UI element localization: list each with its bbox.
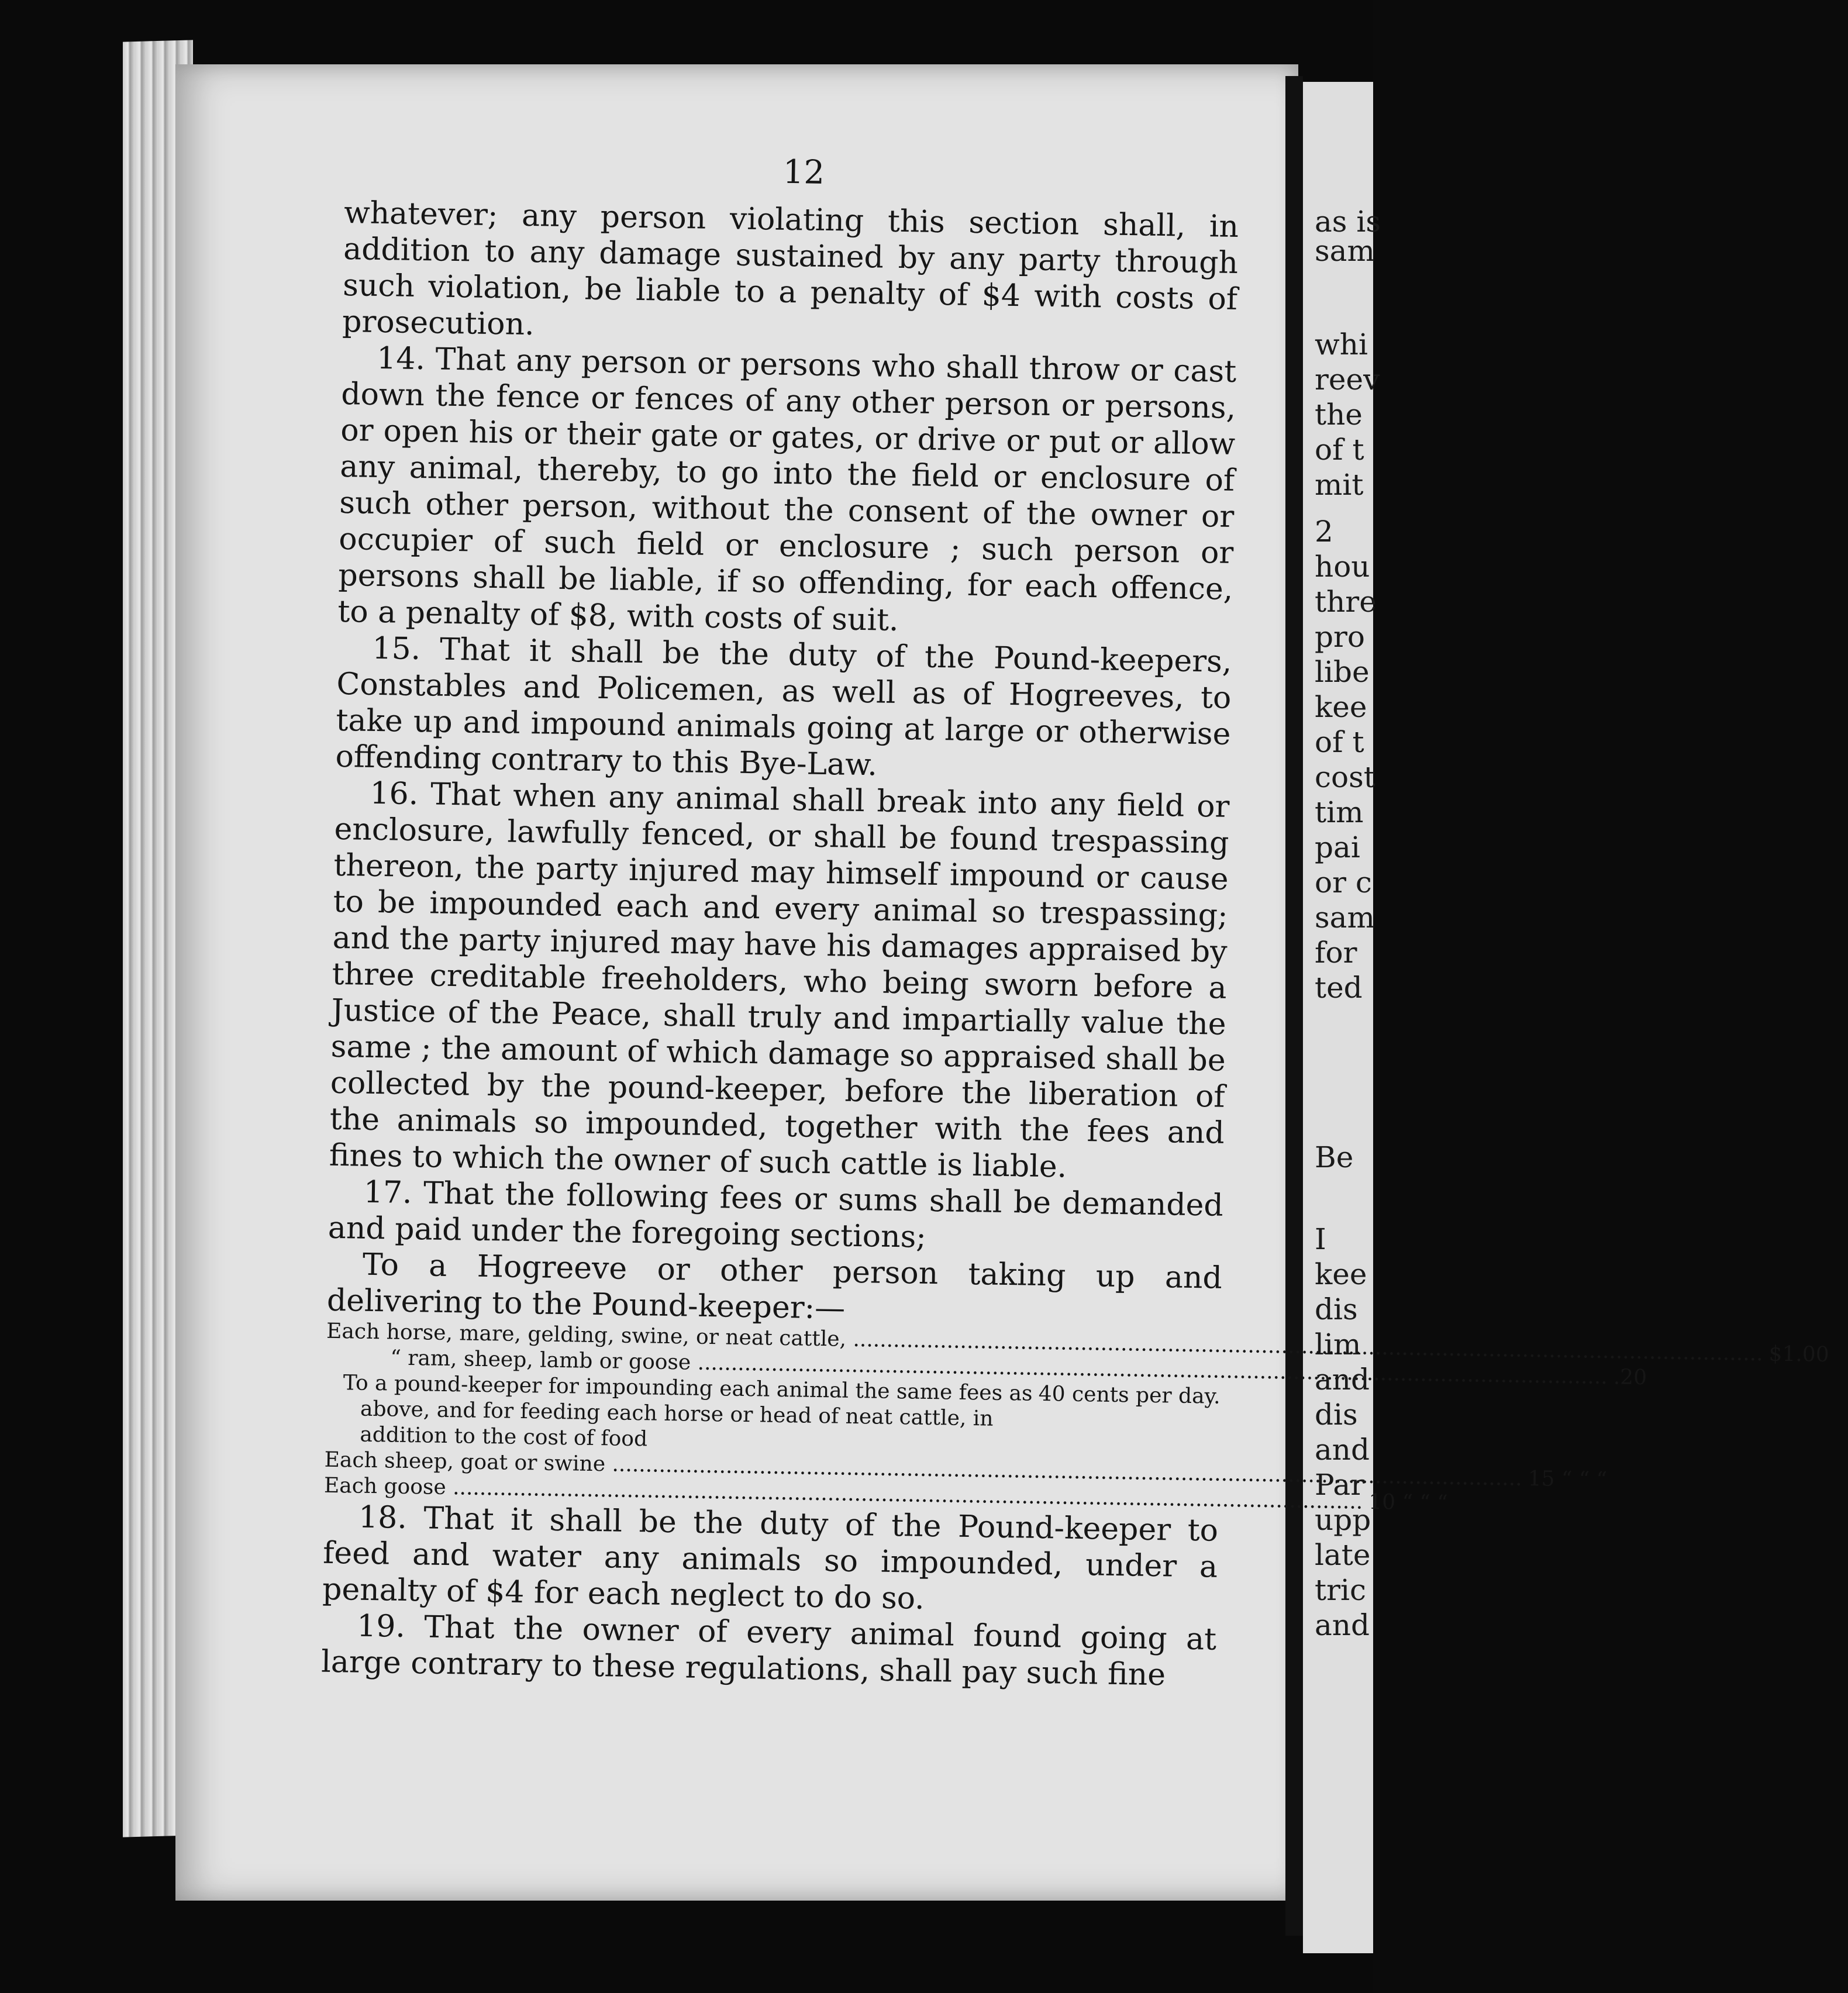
facing-page-fragment: reev (1315, 363, 1380, 396)
paragraphs-section-2 (321, 1499, 1219, 1694)
facing-page-fragment: sam (1315, 901, 1375, 935)
facing-page-fragment: and (1315, 1433, 1370, 1467)
fee-label: Each horse, mare, gelding, swine, or neat cattle, ..... (326, 1319, 1763, 1367)
fee-row (325, 1370, 1220, 1461)
facing-page-fragment: hou (1315, 550, 1370, 584)
facing-page-fragment: upp (1315, 1503, 1371, 1537)
facing-page-fragment: or c (1315, 866, 1372, 899)
facing-page-fragment: ted (1315, 971, 1363, 1005)
facing-page-fragment: and (1315, 1608, 1370, 1642)
fee-label: Each goose ..... (324, 1473, 1363, 1515)
book-gutter (1285, 76, 1303, 1936)
facing-page-fragment: thre (1315, 585, 1377, 619)
facing-page-fragment: I (1315, 1222, 1326, 1256)
facing-page-fragment: mit (1315, 468, 1364, 502)
paragraph-p-14: 14. That any person or persons who shall throw or cast down the fence or fences of any other person or persons, or open his or their gate or gates, or drive or put or allow any animal, thereby, to go into the field or enclosure of such other person, without the consent of the owner or occupier of such field or enclosure ; such person or persons shall be liable, if so offending, for each offence, to a penalty of $8, with costs of suit. (337, 340, 1237, 638)
facing-page-fragment: of t (1315, 433, 1364, 467)
fee-amount: .20 (1613, 1365, 1647, 1390)
facing-page-edge (1303, 82, 1381, 1953)
paragraph-p-17: 17. That the following fees or sums shall be demanded and paid under the foregoing sections; (327, 1174, 1224, 1255)
facing-page-fragment: 2 (1315, 515, 1333, 549)
facing-page-fragment: pro (1315, 620, 1366, 654)
facing-page-fragment: whi (1315, 327, 1368, 361)
facing-page-fragment: sam (1315, 234, 1375, 268)
paragraph-p-17-sub: To a Hogreeve or other person taking up and delivering to the Pound-keeper:— (326, 1247, 1223, 1326)
paragraph-p-19: 19. That the owner of every animal found going at large contrary to these regulations, shall pay such fine (320, 1608, 1217, 1693)
facing-page-fragment: tric (1315, 1573, 1366, 1607)
facing-page-fragment: lim (1315, 1327, 1361, 1361)
facing-page-fragment: as is (1315, 205, 1381, 239)
fee-amount: 15 “ “ “ (1528, 1467, 1608, 1492)
facing-page-fragment: pai (1315, 830, 1360, 864)
facing-page-fragment: dis (1315, 1398, 1358, 1432)
facing-page-fragment: of t (1315, 725, 1364, 759)
fee-amount: 10 “ “ “ (1368, 1489, 1448, 1515)
facing-page-fragment: libe (1315, 655, 1370, 689)
paragraphs-section-1 (327, 195, 1239, 1333)
fee-amount: 40 cents per day. (1038, 1381, 1220, 1409)
fee-amount: $1.00 (1768, 1342, 1829, 1367)
facing-page-fragment: cost (1315, 760, 1375, 794)
facing-page-fragment: kee (1315, 1257, 1367, 1291)
facing-page-fragment: late (1315, 1538, 1371, 1572)
facing-page-fragment: for (1315, 936, 1357, 970)
paragraph-p-15: 15. That it shall be the duty of the Pound-keepers, Constables and Policemen, as well as of Hogreeves, to take up and impound animals going at large or otherwise offending contrary to this Bye-Law. (335, 630, 1232, 783)
facing-page-fragment: and (1315, 1363, 1370, 1397)
facing-page-fragment: tim (1315, 795, 1364, 829)
paragraph-p-13-cont: whatever; any person violating this section shall, in addition to any damage sustained by any party through such violation, be liable to a penalty of $4 with costs of prosecution. (342, 195, 1239, 343)
facing-page-fragment: dis (1315, 1292, 1358, 1326)
paragraph-p-18: 18. That it shall be the duty of the Pound-keeper to feed and water any animals so impounded, under a penalty of $4 for each neglect to do so. (322, 1499, 1219, 1616)
facing-page-fragment: kee (1315, 690, 1367, 724)
fee-label: To a pound-keeper for impounding each animal the same fees as above, and for feeding each horse or head of neat cattle, in addition to the cost of food (343, 1371, 1033, 1451)
fee-label: “ ram, sheep, lamb or goose ..... (326, 1344, 1608, 1390)
fee-label: Each sheep, goat or swine ..... (324, 1447, 1522, 1492)
facing-page-fragment: the (1315, 398, 1363, 432)
facing-page-fragment: Be (1315, 1140, 1354, 1174)
facing-page-fragment: Par (1315, 1468, 1365, 1502)
paragraph-p-16: 16. That when any animal shall break into any field or enclosure, lawfully fenced, or shall be found trespassing thereon, the party injured may himself impound or cause to be impounded each and every animal so trespassing; and the party injured may have his damages appraised by three creditable freeholders, who being sworn before a Justice of the Peace, shall truly and impartially value the same ; the amount of which damage so appraised shall be collected by the pound-keeper, before the liberation of the animals so impounded, together with the fees and fines to which the owner of such cattle is liable. (329, 775, 1230, 1185)
page-number: 12 (782, 153, 825, 192)
